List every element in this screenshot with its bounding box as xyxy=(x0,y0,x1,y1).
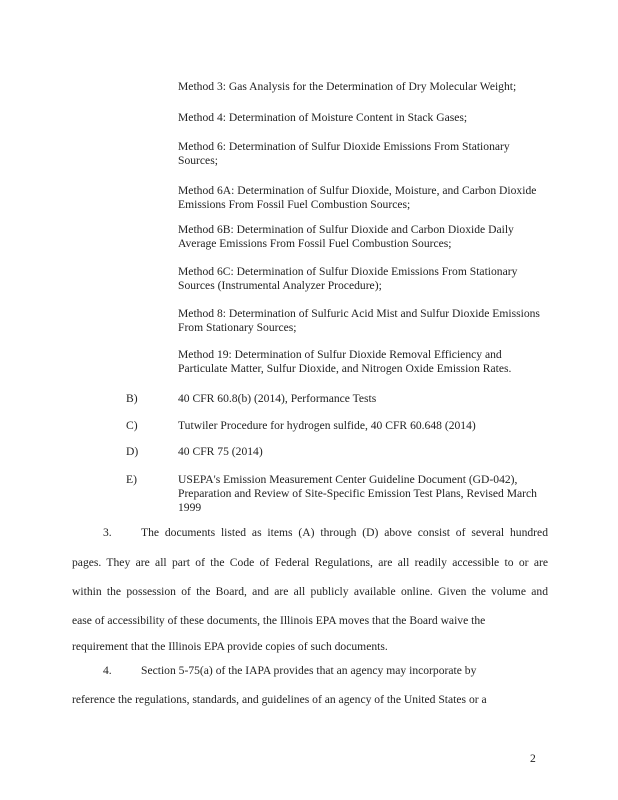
item-text-e: USEPA's Emission Measurement Center Guideline Document (GD-042), Preparation and Review of Site-Specific Emission Test Plans, Revised March 1999 xyxy=(178,473,537,514)
method-6a: Method 6A: Determination of Sulfur Dioxide, Moisture, and Carbon Dioxide Emissions From Fossil Fuel Combustion Sources; xyxy=(178,184,537,211)
method-4: Method 4: Determination of Moisture Content in Stack Gases; xyxy=(178,111,468,124)
item-text-b: 40 CFR 60.8(b) (2014), Performance Tests xyxy=(178,392,377,405)
method-6b: Method 6B: Determination of Sulfur Dioxide and Carbon Dioxide Daily Average Emissions From Fossil Fuel Combustion Sources; xyxy=(178,223,514,250)
paragraph-4-line-1 xyxy=(103,664,548,678)
paragraph-3-line-3: within the possession of the Board, and are all publicly available online. Given the volume and xyxy=(72,585,548,598)
item-label-d: D) xyxy=(126,445,139,458)
method-3: Method 3: Gas Analysis for the Determination of Dry Molecular Weight; xyxy=(178,80,517,93)
paragraph-3-number: 3. xyxy=(103,526,112,539)
paragraph-4-line-2: reference the regulations, standards, and guidelines of an agency of the United States or a xyxy=(72,693,487,706)
paragraph-3-line-5: requirement that the Illinois EPA provide copies of such documents. xyxy=(72,640,388,653)
method-6: Method 6: Determination of Sulfur Dioxide Emissions From Stationary Sources; xyxy=(178,140,510,167)
method-8: Method 8: Determination of Sulfuric Acid Mist and Sulfur Dioxide Emissions From Stationary Sources; xyxy=(178,307,540,334)
item-label-e: E) xyxy=(126,473,137,486)
method-6c: Method 6C: Determination of Sulfur Dioxide Emissions From Stationary Sources (Instrumental Analyzer Procedure); xyxy=(178,265,518,292)
page-number: 2 xyxy=(530,752,536,765)
paragraph-3-line-1-text: The documents listed as items (A) through (D) above consist of several hundred xyxy=(141,526,548,539)
paragraph-3-line-1 xyxy=(103,526,548,540)
paragraph-3-line-2: pages. They are all part of the Code of Federal Regulations, are all readily accessible to or are xyxy=(72,556,548,569)
item-text-c: Tutwiler Procedure for hydrogen sulfide, 40 CFR 60.648 (2014) xyxy=(178,419,476,432)
paragraph-4-line-1-text: Section 5-75(a) of the IAPA provides that an agency may incorporate by xyxy=(141,664,477,677)
paragraph-3-line-4: ease of accessibility of these documents, the Illinois EPA moves that the Board waive the xyxy=(72,614,486,627)
method-19: Method 19: Determination of Sulfur Dioxide Removal Efficiency and Particulate Matter, Sulfur Dioxide, and Nitrogen Oxide Emission Rates. xyxy=(178,348,512,375)
item-label-b: B) xyxy=(126,392,138,405)
item-text-d: 40 CFR 75 (2014) xyxy=(178,445,263,458)
item-label-c: C) xyxy=(126,419,138,432)
paragraph-4-number: 4. xyxy=(103,664,112,677)
